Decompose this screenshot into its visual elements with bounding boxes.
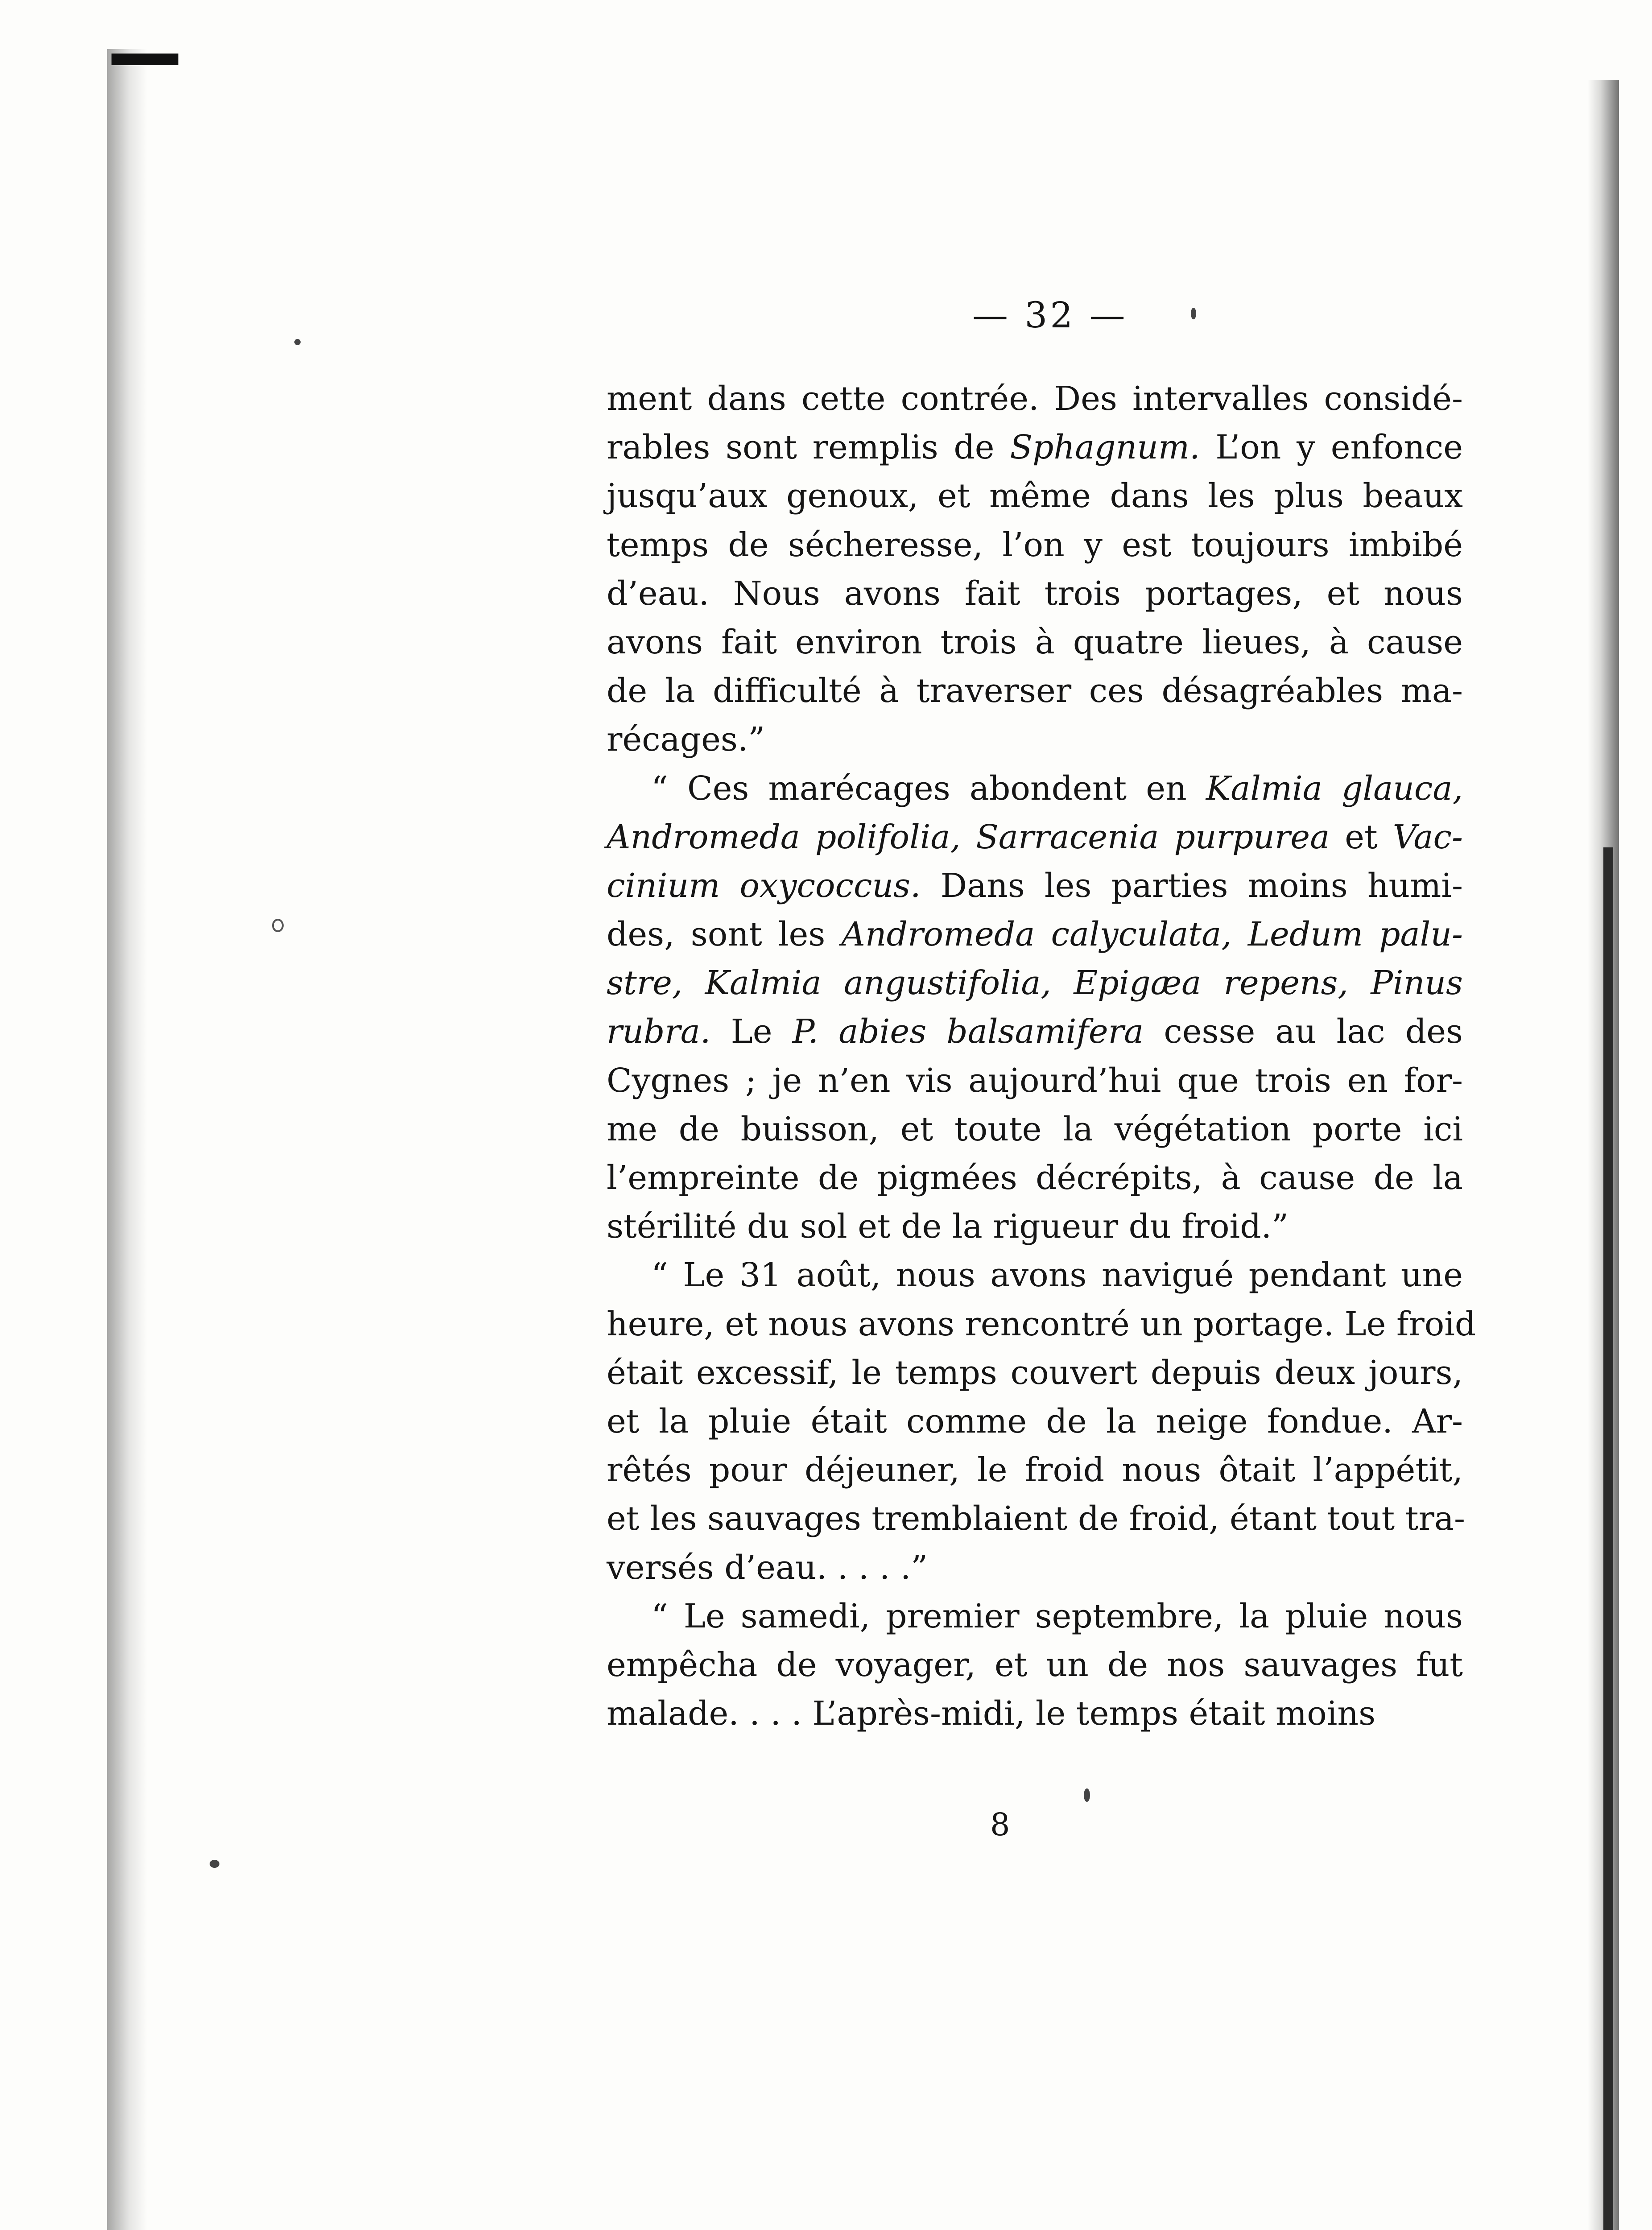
text-run: Le bbox=[710, 1012, 793, 1051]
text-line bbox=[607, 667, 1463, 715]
text-line bbox=[607, 1105, 1463, 1154]
binding-mark-left bbox=[112, 54, 178, 65]
text-run: des, sont les bbox=[607, 915, 842, 954]
text-run: versés d’eau. . . . .” bbox=[607, 1548, 928, 1587]
italic-run: rubra. bbox=[607, 1012, 711, 1051]
text-line bbox=[607, 959, 1463, 1008]
text-run: stérilité du sol et de la rigueur du froid.” bbox=[607, 1207, 1289, 1246]
text-line bbox=[607, 1592, 1463, 1641]
text-run: était excessif, le temps couvert depuis deux jours, bbox=[607, 1353, 1463, 1392]
text-run: avons fait environ trois à quatre lieues, à cause bbox=[607, 623, 1463, 661]
text-line bbox=[607, 618, 1463, 667]
text-line bbox=[607, 375, 1463, 423]
text-line bbox=[607, 910, 1463, 959]
signature-mark: 8 bbox=[990, 1806, 1010, 1843]
running-head: — 32 — bbox=[972, 294, 1128, 336]
text-line bbox=[607, 1251, 1463, 1300]
text-run: Dans les parties moins humi- bbox=[921, 866, 1463, 905]
text-line bbox=[607, 1300, 1476, 1349]
text-run: heure, et nous avons rencontré un portage. Le froid bbox=[607, 1305, 1476, 1343]
text-run: d’eau. Nous avons fait trois portages, et nous bbox=[607, 574, 1463, 613]
italic-run: stre, Kalmia angustifolia, Epigæa repens, Pinus bbox=[607, 964, 1463, 1003]
text-line bbox=[607, 570, 1463, 618]
text-line bbox=[607, 1154, 1463, 1202]
text-run: “ Ces marécages abondent en bbox=[651, 769, 1206, 808]
text-run: l’empreinte de pigmées décrépits, à cause de la bbox=[607, 1159, 1463, 1197]
body-text bbox=[607, 375, 1476, 1738]
text-line bbox=[607, 813, 1463, 862]
text-run: et les sauvages tremblaient de froid, étant tout tra- bbox=[607, 1499, 1466, 1538]
text-run: me de buisson, et toute la végétation porte ici bbox=[607, 1110, 1463, 1148]
text-run: récages.” bbox=[607, 720, 765, 759]
text-line bbox=[607, 1397, 1463, 1446]
text-run: temps de sécheresse, l’on y est toujours imbibé bbox=[607, 525, 1463, 564]
text-line bbox=[607, 764, 1463, 813]
text-line bbox=[607, 1008, 1463, 1056]
text-run: “ Le 31 août, nous avons navigué pendant une bbox=[651, 1256, 1463, 1295]
italic-run: Vac- bbox=[1392, 818, 1463, 856]
text-line bbox=[607, 1057, 1463, 1105]
text-line bbox=[607, 1446, 1463, 1495]
italic-run: P. abies balsamifera bbox=[792, 1012, 1144, 1051]
text-run: de la difficulté à traverser ces désagréables ma- bbox=[607, 672, 1463, 710]
text-line bbox=[607, 862, 1463, 910]
italic-run: Kalmia glauca, bbox=[1206, 769, 1463, 808]
text-line bbox=[607, 1202, 1463, 1251]
text-line bbox=[607, 715, 1463, 764]
text-run: ment dans cette contrée. Des intervalles considé- bbox=[607, 380, 1463, 418]
text-line bbox=[607, 1349, 1463, 1397]
text-run: et bbox=[1330, 818, 1393, 856]
binding-shadow-left bbox=[107, 49, 147, 2230]
text-run: malade. . . . L’après-midi, le temps était moins bbox=[607, 1694, 1376, 1733]
text-line bbox=[607, 423, 1463, 472]
text-line bbox=[607, 472, 1463, 520]
text-run: “ Le samedi, premier septembre, la pluie nous bbox=[651, 1597, 1463, 1635]
page-edge-dark-right bbox=[1603, 847, 1613, 2230]
italic-run: Andromeda polifolia, Sarracenia purpurea bbox=[607, 818, 1330, 856]
text-line bbox=[607, 521, 1463, 570]
text-run: rêtés pour déjeuner, le froid nous ôtait l’appétit, bbox=[607, 1451, 1463, 1490]
text-run: rables sont remplis de bbox=[607, 428, 1010, 467]
text-run: jusqu’aux genoux, et même dans les plus beaux bbox=[607, 477, 1463, 516]
text-run: empêcha de voyager, et un de nos sauvages fut bbox=[607, 1645, 1463, 1684]
text-run: L’on y enfonce bbox=[1200, 428, 1463, 467]
italic-run: Sphagnum. bbox=[1010, 428, 1200, 467]
italic-run: cinium oxycoccus. bbox=[607, 866, 921, 905]
text-run: cesse au lac des bbox=[1144, 1012, 1463, 1051]
italic-run: Andromeda calyculata, Ledum palu- bbox=[841, 915, 1463, 954]
text-run: et la pluie était comme de la neige fondue. Ar- bbox=[607, 1402, 1463, 1441]
text-line bbox=[607, 1641, 1463, 1689]
text-line bbox=[607, 1544, 1463, 1592]
text-line bbox=[607, 1689, 1463, 1738]
text-line bbox=[607, 1495, 1466, 1543]
text-run: Cygnes ; je n’en vis aujourd’hui que trois en for- bbox=[607, 1061, 1463, 1100]
